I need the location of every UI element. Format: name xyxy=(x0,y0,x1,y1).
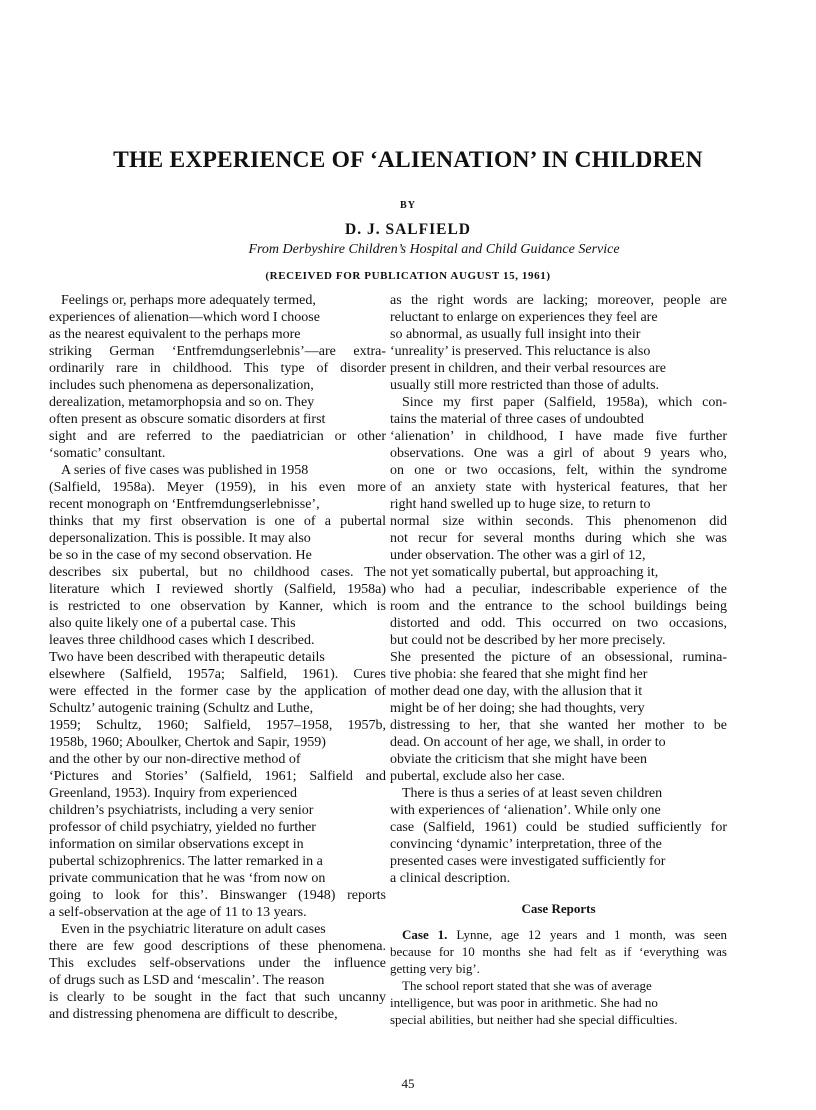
body-line: depersonalization. This is possible. It may also xyxy=(49,531,311,546)
body-line: convincing ‘dynamic’ interpretation, three of the xyxy=(390,837,662,852)
body-line: and the other by our non-directive method of xyxy=(49,752,301,767)
body-line: tains the material of three cases of undoubted xyxy=(390,412,644,427)
body-paragraph xyxy=(390,394,727,785)
body-line: literature which I reviewed shortly (Salfield, 1958a) xyxy=(49,582,386,597)
body-line: pubertal schizophrenics. The latter remarked in a xyxy=(49,854,323,869)
body-line: normal size within seconds. This phenomenon did xyxy=(390,514,727,529)
case-1-label: Case 1. xyxy=(402,927,448,942)
body-line: She presented the picture of an obsessional, rumina- xyxy=(390,650,727,665)
body-paragraph xyxy=(49,921,386,1023)
body-line: as the nearest equivalent to the perhaps more xyxy=(49,327,301,342)
body-line: not yet somatically pubertal, but approaching it, xyxy=(390,565,659,580)
body-line: describes six pubertal, but no childhood cases. The xyxy=(49,565,386,580)
body-line: with experiences of ‘alienation’. While only one xyxy=(390,803,661,818)
body-line: on one or two occasions, felt, within the syndrome xyxy=(390,463,727,478)
body-line: ‘alienation’ in childhood, I have made five further xyxy=(390,429,727,444)
body-line: but could not be described by her more precisely. xyxy=(390,633,666,648)
school-report-line: The school report stated that she was of average xyxy=(402,978,652,993)
body-line: often present as obscure somatic disorders at first xyxy=(49,412,326,427)
body-line: right hand swelled up to huge size, to return to xyxy=(390,497,651,512)
body-line: a clinical description. xyxy=(390,871,511,886)
body-line: going to look for this’. Binswanger (1948) reports xyxy=(49,888,386,903)
body-line: obviate the criticism that she might have been xyxy=(390,752,647,767)
body-line: includes such phenomena as depersonalization, xyxy=(49,378,314,393)
body-line: a self-observation at the age of 11 to 13 years. xyxy=(49,905,307,920)
body-line: ‘Pictures and Stories’ (Salfield, 1961; Salfield and xyxy=(49,769,386,784)
body-line: presented cases were investigated sufficiently for xyxy=(390,854,666,869)
article-title: THE EXPERIENCE OF ‘ALIENATION’ IN CHILDREN xyxy=(113,147,703,173)
school-report-line: intelligence, but was poor in arithmetic. She had no xyxy=(390,995,658,1010)
body-line: ‘somatic’ consultant. xyxy=(49,446,166,461)
body-line: be so in the case of my second observation. He xyxy=(49,548,312,563)
left-column xyxy=(49,292,386,1023)
page-number: 45 xyxy=(401,1076,415,1091)
body-line: mother dead one day, with the allusion that it xyxy=(390,684,643,699)
body-line: professor of child psychiatry, yielded no further xyxy=(49,820,316,835)
byline-label: BY xyxy=(400,200,416,211)
body-line: sight and are referred to the paediatrician or other xyxy=(49,429,386,444)
body-line: might be of her doing; she had thoughts, very xyxy=(390,701,645,716)
author-affiliation: From Derbyshire Children’s Hospital and Child Guidance Service xyxy=(248,242,620,257)
body-line: striking German ‘Entfremdungserlebnis’—are extra- xyxy=(49,344,386,359)
case-1-line: because for 10 months she had felt as if ‘everything was xyxy=(390,944,727,959)
body-line: who had a peculiar, indescribable experience of the xyxy=(390,582,727,597)
section-heading-case-reports: Case Reports xyxy=(521,901,596,916)
body-line: information on similar observations except in xyxy=(49,837,304,852)
body-line: is clearly to be sought in the fact that such uncanny xyxy=(49,990,386,1005)
body-paragraph xyxy=(390,292,727,394)
case-1-paragraph xyxy=(390,926,727,977)
body-line: were effected in the former case by the application of xyxy=(49,684,386,699)
body-line: of drugs such as LSD and ‘mescalin’. The reason xyxy=(49,973,325,988)
body-line: This excludes self-observations under the influence xyxy=(49,956,386,971)
body-line: distorted and odd. This occurred on two occasions, xyxy=(390,616,727,631)
case-1-line xyxy=(390,926,727,943)
body-line: recent monograph on ‘Entfremdungserlebnisse’, xyxy=(49,497,320,512)
body-line: dead. On account of her age, we shall, in order to xyxy=(390,735,666,750)
body-line: and distressing phenomena are difficult to describe, xyxy=(49,1007,338,1022)
body-line: Greenland, 1953). Inquiry from experienced xyxy=(49,786,298,801)
body-line: case (Salfield, 1961) could be studied sufficiently for xyxy=(390,820,727,835)
body-line: of an anxiety state with hysterical features, that her xyxy=(390,480,727,495)
body-line: Since my first paper (Salfield, 1958a), which con- xyxy=(402,395,727,410)
body-line: under observation. The other was a girl of 12, xyxy=(390,548,646,563)
body-line: A series of five cases was published in 1958 xyxy=(61,463,309,478)
body-line: (Salfield, 1958a). Meyer (1959), in his even more xyxy=(49,480,386,495)
school-report-paragraph xyxy=(390,977,727,1028)
body-line: not recur for several months during which she was xyxy=(390,531,727,546)
body-line: distressing to her, that she wanted her mother to be xyxy=(390,718,727,733)
body-line: Schultz’ autogenic training (Schultz and Luthe, xyxy=(49,701,314,716)
body-line: so abnormal, as usually full insight into their xyxy=(390,327,641,342)
body-line: also quite likely one of a pubertal case. This xyxy=(49,616,296,631)
body-line: leaves three childhood cases which I described. xyxy=(49,633,315,648)
body-line: elsewhere (Salfield, 1957a; Salfield, 1961). Cures xyxy=(49,667,386,682)
body-line: Two have been described with therapeutic details xyxy=(49,650,325,665)
body-line: observations. One was a girl of about 9 years who, xyxy=(390,446,727,461)
body-line: thinks that my first observation is one of a pubertal xyxy=(49,514,386,529)
body-line: private communication that he was ‘from now on xyxy=(49,871,326,886)
body-line: usually still more restricted than those of adults. xyxy=(390,378,660,393)
school-report-line: special abilities, but neither had she special difficulties. xyxy=(390,1012,678,1027)
body-line: children’s psychiatrists, including a very senior xyxy=(49,803,314,818)
body-line: ordinarily rare in childhood. This type of disorder xyxy=(49,361,386,376)
body-line: as the right words are lacking; moreover, people are xyxy=(390,293,727,308)
body-line: pubertal, exclude also her case. xyxy=(390,769,565,784)
body-line: reluctant to enlarge on experiences they feel are xyxy=(390,310,658,325)
body-line: ‘unreality’ is preserved. This reluctance is also xyxy=(390,344,651,359)
body-line: There is thus a series of at least seven children xyxy=(402,786,663,801)
body-line: Feelings or, perhaps more adequately termed, xyxy=(61,293,316,308)
body-line: tive phobia: she feared that she might find her xyxy=(390,667,648,682)
body-paragraph xyxy=(390,785,727,887)
body-line: is restricted to one observation by Kanner, which is xyxy=(49,599,386,614)
body-paragraph xyxy=(49,292,386,462)
right-column xyxy=(390,292,727,1028)
author-name: D. J. SALFIELD xyxy=(345,221,471,238)
case-1-text: Lynne, age 12 years and 1 month, was seen xyxy=(447,927,727,942)
body-line: derealization, metamorphopsia and so on. They xyxy=(49,395,315,410)
body-line: present in children, and their verbal resources are xyxy=(390,361,666,376)
body-line: 1959; Schultz, 1960; Salfield, 1957–1958, 1957b, xyxy=(49,718,386,733)
received-date: (RECEIVED FOR PUBLICATION AUGUST 15, 1961) xyxy=(265,270,551,282)
body-line: experiences of alienation—which word I choose xyxy=(49,310,320,325)
body-line: 1958b, 1960; Aboulker, Chertok and Sapir, 1959) xyxy=(49,735,326,750)
right-column-paragraphs xyxy=(390,292,727,887)
body-line: room and the entrance to the school buildings being xyxy=(390,599,727,614)
case-1-line: getting very big’. xyxy=(390,961,480,976)
body-paragraph xyxy=(49,462,386,921)
body-line: Even in the psychiatric literature on adult cases xyxy=(61,922,326,937)
body-line: there are few good descriptions of these phenomena. xyxy=(49,939,386,954)
